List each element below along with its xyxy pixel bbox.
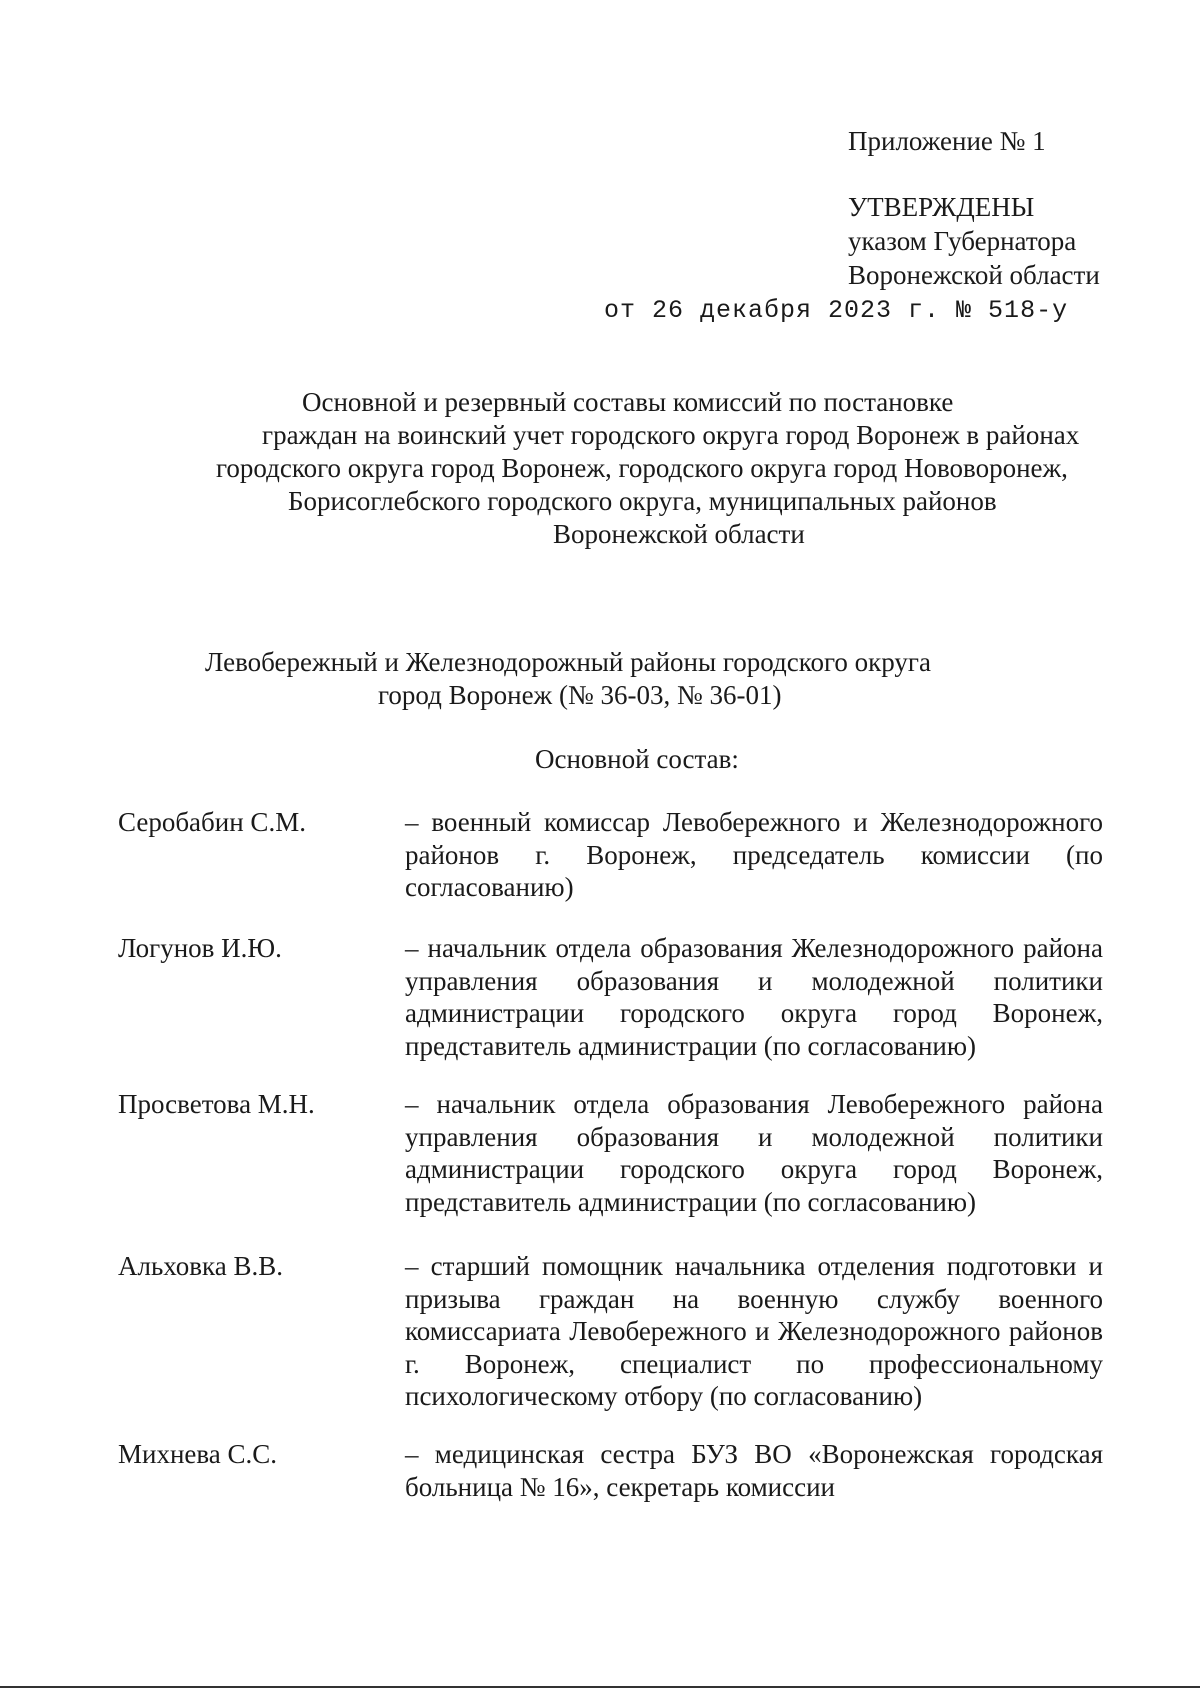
member-role: – медицинская сестра БУЗ ВО «Воронежская городская больница № 16», секретарь комиссии: [405, 1439, 1103, 1502]
appendix-number: Приложение № 1: [848, 126, 1046, 156]
member-entry: [118, 806, 1103, 906]
approved-line: указом Губернатора: [848, 226, 1077, 256]
decree-date-number: от 26 декабря 2023 г. № 518-у: [604, 296, 1069, 325]
title-line: граждан на воинский учет городского округа город Воронеж в районах: [262, 420, 1080, 450]
member-name: Логунов И.Ю.: [118, 933, 282, 963]
title-line: Борисоглебского городского округа, муниципальных районов: [288, 486, 997, 516]
approved-line: УТВЕРЖДЕНЫ: [848, 192, 1035, 222]
member-entry: [118, 1250, 1103, 1415]
member-role: – начальник отдела образования Левобережного района управления образования и молодежной политики администрации городского округа город Воронеж, представитель администрации (по согласованию): [405, 1089, 1103, 1217]
composition-heading: Основной состав:: [535, 744, 739, 774]
approval-stamp: [848, 190, 1100, 292]
member-role: – старший помощник начальника отделения подготовки и призыва граждан на военную службу военного комиссариата Левобережного и Железнодорожного районов г. Воронеж, специалист по профессиональному психологическому отбору (по согласованию): [405, 1251, 1103, 1411]
district-line: Левобережный и Железнодорожный районы городского округа: [205, 647, 931, 677]
member-name: Просветова М.Н.: [118, 1089, 315, 1119]
title-line: Воронежской области: [553, 519, 805, 549]
district-line: город Воронеж (№ 36-03, № 36-01): [378, 680, 782, 710]
member-name: Михнева С.С.: [118, 1439, 278, 1469]
member-entry: [118, 932, 1103, 1064]
member-entry: [118, 1438, 1103, 1504]
member-name: Альховка В.В.: [118, 1251, 283, 1281]
title-line: городского округа город Воронеж, городского округа город Нововоронеж,: [216, 453, 1068, 483]
member-name: Серобабин С.М.: [118, 807, 306, 837]
approved-line: Воронежской области: [848, 260, 1100, 290]
member-role: – начальник отдела образования Железнодорожного района управления образования и молодежной политики администрации городского округа город Воронеж, представитель администрации (по согласованию): [405, 933, 1103, 1061]
page-bottom-rule: [0, 1686, 1200, 1688]
member-role: – военный комиссар Левобережного и Железнодорожного районов г. Воронеж, председатель комиссии (по согласованию): [405, 807, 1103, 902]
title-line: Основной и резервный составы комиссий по постановке: [302, 387, 954, 417]
member-entry: [118, 1088, 1103, 1220]
